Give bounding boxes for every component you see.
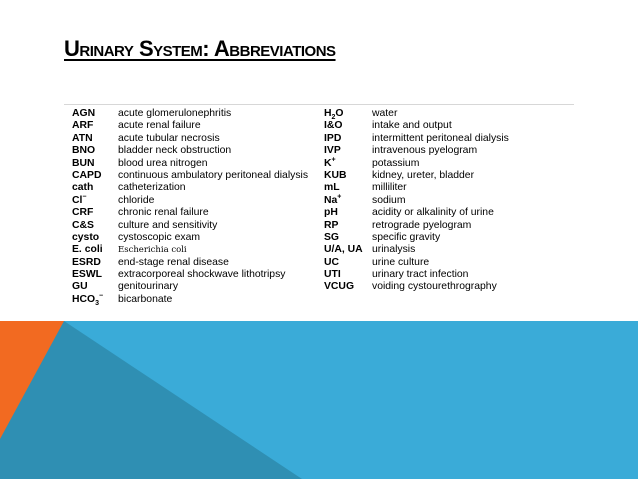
abbreviation: SG — [324, 231, 340, 243]
abbreviation-row — [72, 158, 317, 170]
slide-title-text: Urinary System: Abbreviations — [64, 36, 336, 61]
abbreviation: ATN — [72, 132, 93, 144]
abbreviation-row — [324, 158, 574, 170]
abbreviation-row — [72, 269, 317, 281]
abbreviation: mL — [324, 182, 340, 194]
definition: sodium — [372, 194, 406, 206]
abbreviation: cath — [72, 182, 94, 194]
abbreviation-row — [324, 257, 574, 269]
definition: end-stage renal disease — [118, 256, 229, 268]
abbreviation-column-right — [324, 108, 574, 294]
abbreviation-row — [72, 182, 317, 194]
definition: bladder neck obstruction — [118, 145, 232, 157]
abbreviation: Cl− — [72, 193, 87, 206]
definition: water — [372, 108, 398, 119]
definition: catheterization — [118, 182, 186, 194]
abbreviation-row — [72, 195, 317, 207]
abbreviation-row — [72, 108, 317, 120]
abbreviation-row — [324, 170, 574, 182]
abbreviation-row — [324, 108, 574, 120]
abbreviation: KUB — [324, 169, 347, 181]
abbreviation: BNO — [72, 145, 96, 157]
abbreviation: cysto — [72, 231, 100, 243]
abbreviation: AGN — [72, 108, 96, 119]
abbreviation: K+ — [324, 156, 336, 169]
definition: urinalysis — [372, 244, 416, 256]
abbreviation-row — [324, 120, 574, 132]
abbreviation-row — [324, 281, 574, 293]
abbreviation: VCUG — [324, 281, 355, 293]
definition: culture and sensitivity — [118, 219, 218, 231]
abbreviation: U/A, UA — [324, 244, 363, 256]
definition: acute tubular necrosis — [118, 132, 220, 144]
abbreviation: ESRD — [72, 256, 101, 268]
abbreviation-row — [72, 232, 317, 244]
abbreviation-row — [72, 133, 317, 145]
abbreviation: $H_2O$ — [324, 108, 344, 122]
abbreviation: GU — [72, 281, 88, 293]
decorative-band — [0, 321, 638, 479]
abbreviation-row — [324, 207, 574, 219]
definition: potassium — [372, 157, 420, 169]
abbreviation: CAPD — [72, 169, 102, 181]
definition: intravenous pyelogram — [372, 145, 478, 157]
definition: kidney, ureter, bladder — [372, 169, 475, 181]
abbreviation-row — [72, 281, 317, 293]
abbreviation: I&O — [324, 120, 343, 132]
definition: intermittent peritoneal dialysis — [372, 132, 509, 144]
definition: Escherichia coli — [118, 245, 187, 256]
definition: acute glomerulonephritis — [118, 108, 232, 119]
definition: intake and output — [372, 120, 452, 132]
abbreviation-row — [72, 170, 317, 182]
abbreviation-row — [324, 269, 574, 281]
abbreviation-row — [72, 207, 317, 219]
definition: continuous ambulatory peritoneal dialysis — [118, 169, 309, 181]
table-top-rule — [64, 104, 574, 105]
abbreviation-row — [324, 182, 574, 194]
abbreviation-column-left — [72, 108, 317, 306]
definition: retrograde pyelogram — [372, 219, 472, 231]
definition: cystoscopic exam — [118, 231, 200, 243]
abbreviation-row — [72, 120, 317, 132]
abbreviation-row — [324, 232, 574, 244]
definition: blood urea nitrogen — [118, 157, 208, 169]
abbreviation: UC — [324, 256, 340, 268]
abbreviation-row — [324, 244, 574, 256]
abbreviation: Na+ — [324, 193, 342, 206]
abbreviation: E. coli — [72, 244, 103, 256]
abbreviation-row — [72, 244, 317, 256]
abbreviation: CRF — [72, 207, 94, 219]
abbreviation: C&S — [72, 219, 94, 231]
definition: acidity or alkalinity of urine — [372, 207, 494, 219]
abbreviation-row — [324, 133, 574, 145]
definition: extracorporeal shockwave lithotripsy — [118, 269, 286, 281]
abbreviation-row — [72, 257, 317, 269]
abbreviation-row — [72, 145, 317, 157]
definition: chronic renal failure — [118, 207, 209, 219]
abbreviation: ESWL — [72, 269, 103, 281]
abbreviation-row — [324, 145, 574, 157]
slide-title — [64, 36, 336, 62]
abbreviation-row — [72, 294, 317, 306]
abbreviation-row — [72, 220, 317, 232]
definition: milliliter — [372, 182, 407, 194]
abbreviation: UTI — [324, 269, 341, 281]
abbreviation: ARF — [72, 120, 94, 132]
definition: bicarbonate — [118, 293, 173, 305]
abbreviation: RP — [324, 219, 339, 231]
abbreviation: pH — [324, 207, 338, 219]
definition: urine culture — [372, 256, 430, 268]
abbreviation: $HCO_3^-$ — [72, 292, 104, 307]
definition: acute renal failure — [118, 120, 201, 132]
abbreviation-row — [324, 220, 574, 232]
abbreviation: BUN — [72, 157, 95, 169]
definition: genitourinary — [118, 281, 179, 293]
definition: urinary tract infection — [372, 269, 469, 281]
definition: specific gravity — [372, 231, 441, 243]
definition: chloride — [118, 194, 155, 206]
abbreviation-row — [324, 195, 574, 207]
abbreviation: IPD — [324, 132, 342, 144]
definition: voiding cystourethrography — [372, 281, 497, 293]
abbreviation: IVP — [324, 145, 341, 157]
